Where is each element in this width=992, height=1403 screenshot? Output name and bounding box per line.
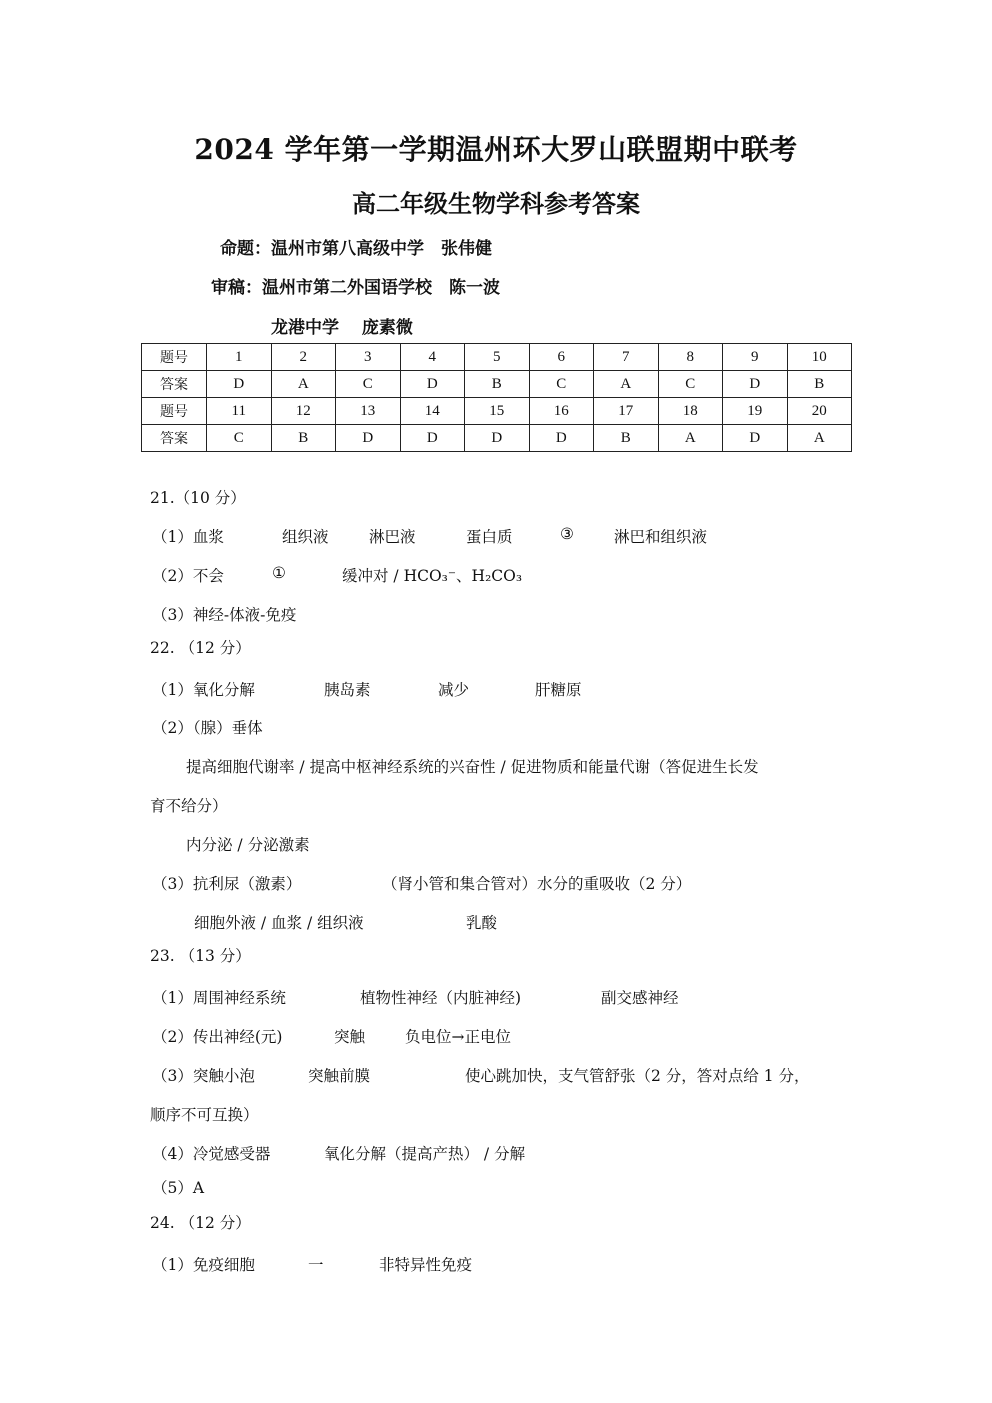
q23-answer-4 (152, 1142, 526, 1164)
answer-item: （2）传出神经(元) (152, 1028, 283, 1046)
table-row (142, 344, 852, 371)
answer-item: （2）不会 (152, 567, 224, 585)
table-cell: 5 (465, 344, 530, 371)
table-cell: D (400, 371, 465, 398)
table-cell: 18 (658, 398, 723, 425)
q22-answer-3 (152, 872, 692, 894)
table-cell: D (529, 425, 594, 452)
table-cell: 2 (271, 344, 336, 371)
q23-answer-3b: 顺序不可互换） (150, 1106, 259, 1124)
answer-item: 淋巴液 (369, 528, 416, 546)
table-header-cell: 题号 (142, 344, 207, 371)
table-cell: C (207, 425, 272, 452)
answer-item: （1）血浆 (152, 528, 224, 546)
answer-item: 乳酸 (466, 914, 498, 932)
table-cell: A (658, 425, 723, 452)
table-cell: 13 (336, 398, 401, 425)
q23-answer-5: （5）A (152, 1179, 205, 1197)
answer-item: 组织液 (282, 528, 329, 546)
table-cell: 14 (400, 398, 465, 425)
table-header-cell: 题号 (142, 398, 207, 425)
answer-item: （4）冷觉感受器 (152, 1145, 271, 1163)
answer-item: 一 (308, 1256, 324, 1274)
q22-answer-1 (152, 678, 582, 700)
page-subtitle: 高二年级生物学科参考答案 (352, 189, 640, 218)
table-cell: A (594, 371, 659, 398)
answer-item: 副交感神经 (601, 989, 679, 1007)
q23-answer-1 (152, 986, 679, 1008)
table-cell: D (207, 371, 272, 398)
q23-answer-3 (152, 1064, 810, 1086)
answer-item: （3）突触小泡 (152, 1067, 255, 1085)
answer-item: 淋巴和组织液 (614, 528, 708, 546)
table-cell: A (271, 371, 336, 398)
table-row (142, 398, 852, 425)
author-line: 命题：温州市第八高级中学 张伟健 (220, 239, 492, 259)
answer-item: （1）周围神经系统 (152, 989, 286, 1007)
table-cell: 11 (207, 398, 272, 425)
answer-item: 植物性神经（内脏神经) (360, 989, 522, 1007)
answer-item: 突触 (334, 1028, 366, 1046)
table-cell: D (336, 425, 401, 452)
q21-heading: 21.（10 分） (150, 489, 246, 507)
table-cell: 16 (529, 398, 594, 425)
table-cell: 3 (336, 344, 401, 371)
table-cell: C (658, 371, 723, 398)
table-cell: 6 (529, 344, 594, 371)
table-cell: 9 (723, 344, 788, 371)
table-cell: D (400, 425, 465, 452)
answer-item: 非特异性免疫 (379, 1256, 473, 1274)
answer-item: 使心跳加快，支气管舒张（2 分，答对点给 1 分， (465, 1067, 810, 1085)
table-cell: B (465, 371, 530, 398)
q21-answer-1 (152, 525, 708, 547)
table-cell: B (594, 425, 659, 452)
answer-item: 负电位→正电位 (405, 1028, 511, 1046)
q22-heading: 22. （12 分） (150, 639, 251, 657)
q21-answer-3: （3）神经-体液-免疫 (152, 606, 297, 624)
table-cell: 7 (594, 344, 659, 371)
answer-item: （1）氧化分解 (152, 681, 255, 699)
q22-answer-3b (194, 911, 498, 933)
reviewer-line-1: 审稿：温州市第二外国语学校 陈一波 (211, 278, 500, 298)
answer-item: 肝糖原 (535, 681, 582, 699)
q22-answer-2c: 育不给分） (150, 797, 228, 815)
page-title: 2024 学年第一学期温州环大罗山联盟期中联考 (194, 133, 798, 166)
answer-item: （1）免疫细胞 (152, 1256, 255, 1274)
answer-item: 减少 (438, 681, 470, 699)
table-cell: D (465, 425, 530, 452)
table-cell: D (723, 425, 788, 452)
table-cell: C (529, 371, 594, 398)
table-row (142, 425, 852, 452)
answer-item: （3）抗利尿（激素） (152, 875, 302, 893)
q24-answer-1 (152, 1253, 473, 1275)
table-cell: 19 (723, 398, 788, 425)
table-cell: 20 (787, 398, 852, 425)
answer-item: 胰岛素 (324, 681, 371, 699)
table-header-cell: 答案 (142, 371, 207, 398)
answer-item: ③ (560, 525, 574, 543)
reviewer-line-2: 龙港中学 庞素微 (271, 318, 413, 338)
answer-table (141, 343, 852, 452)
table-header-cell: 答案 (142, 425, 207, 452)
q24-heading: 24. （12 分） (150, 1214, 251, 1232)
q22-answer-2b: 提高细胞代谢率 / 提高中枢神经系统的兴奋性 / 促进物质和能量代谢（答促进生长发 (186, 758, 759, 776)
table-cell: D (723, 371, 788, 398)
answer-item: 氧化分解（提高产热） / 分解 (324, 1145, 526, 1163)
answer-item: 蛋白质 (466, 528, 513, 546)
table-cell: 1 (207, 344, 272, 371)
table-row (142, 371, 852, 398)
answer-item: （肾小管和集合管对）水分的重吸收（2 分） (382, 875, 692, 893)
q23-heading: 23. （13 分） (150, 947, 251, 965)
table-cell: B (271, 425, 336, 452)
table-cell: 8 (658, 344, 723, 371)
table-cell: 12 (271, 398, 336, 425)
table-cell: 15 (465, 398, 530, 425)
answer-item: 缓冲对 / HCO₃⁻、H₂CO₃ (342, 567, 523, 585)
answer-item: 细胞外液 / 血浆 / 组织液 (194, 914, 364, 932)
table-cell: 17 (594, 398, 659, 425)
table-cell: B (787, 371, 852, 398)
q22-answer-2d: 内分泌 / 分泌激素 (186, 836, 310, 854)
q23-answer-2 (152, 1025, 511, 1047)
q22-answer-2: （2）（腺）垂体 (152, 719, 263, 737)
q21-answer-2 (152, 564, 523, 586)
answer-item: ① (272, 564, 286, 582)
table-cell: 4 (400, 344, 465, 371)
table-cell: C (336, 371, 401, 398)
answer-item: 突触前膜 (308, 1067, 371, 1085)
table-cell: 10 (787, 344, 852, 371)
table-cell: A (787, 425, 852, 452)
